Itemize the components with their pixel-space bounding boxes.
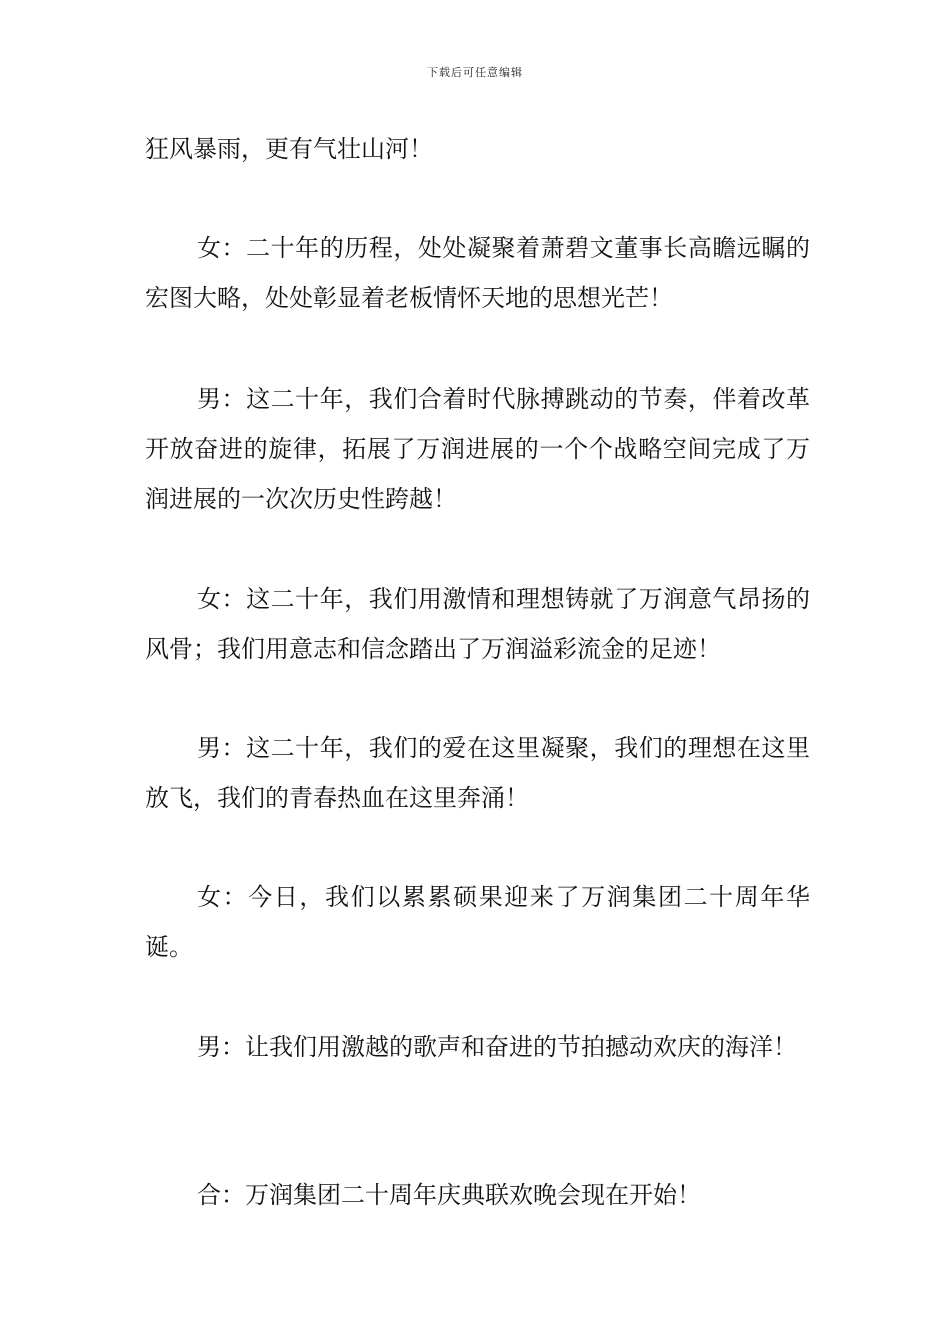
paragraph-male-2: 男：这二十年，我们的爱在这里凝聚，我们的理想在这里放飞，我们的青春热血在这里奔涌！ <box>145 734 810 812</box>
paragraph-continuation: 狂风暴雨，更有气壮山河！ <box>145 135 433 163</box>
paragraph-together: 合：万润集团二十周年庆典联欢晚会现在开始！ <box>197 1181 701 1209</box>
paragraph-male-1: 男：这二十年，我们合着时代脉搏跳动的节奏，伴着改革开放奋进的旋律，拓展了万润进展的一个个战略空间完成了万润进展的一次次历史性跨越！ <box>145 385 810 513</box>
paragraph-male-3: 男：让我们用激越的歌声和奋进的节拍撼动欢庆的海洋！ <box>197 1033 797 1061</box>
paragraph-female-3: 女：今日，我们以累累硕果迎来了万润集团二十周年华诞。 <box>145 883 810 961</box>
header-note: 下载后可任意编辑 <box>427 66 523 79</box>
paragraph-female-1: 女：二十年的历程，处处凝聚着萧碧文董事长高瞻远瞩的宏图大略，处处彰显着老板情怀天地的思想光芒！ <box>145 234 810 312</box>
paragraph-female-2: 女：这二十年，我们用激情和理想铸就了万润意气昂扬的风骨；我们用意志和信念踏出了万润溢彩流金的足迹！ <box>145 585 810 663</box>
